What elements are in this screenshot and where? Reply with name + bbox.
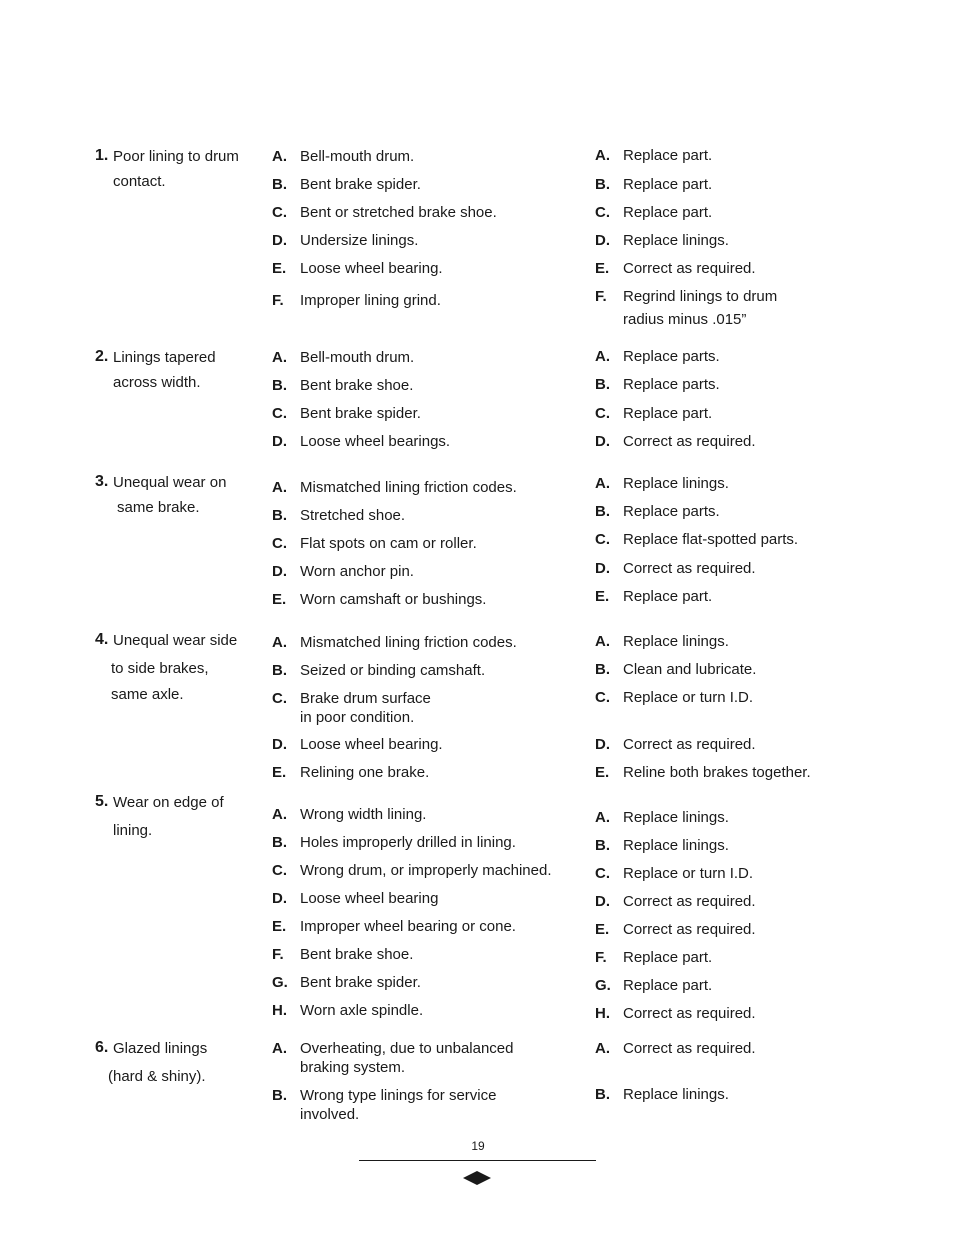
cause-text: Bent brake shoe. <box>300 377 414 394</box>
cause-letter: B. <box>272 834 287 851</box>
cause-letter: E. <box>272 764 287 781</box>
problem-label: contact. <box>113 173 166 190</box>
cause-text: Worn camshaft or bushings. <box>300 591 487 608</box>
cause-letter: F. <box>272 946 284 963</box>
cause-letter: B. <box>272 377 287 394</box>
cause-letter: C. <box>272 690 287 707</box>
cause-text: Bell-mouth drum. <box>300 148 415 165</box>
remedy-letter: A. <box>595 348 610 365</box>
cause-text: Worn anchor pin. <box>300 563 414 580</box>
problem-number: 5. <box>95 793 109 810</box>
remedy-letter: D. <box>595 893 610 910</box>
remedy-letter: E. <box>595 260 610 277</box>
cause-text: Wrong type linings for service <box>300 1087 497 1104</box>
cause-letter: B. <box>272 662 287 679</box>
remedy-text: Replace flat-spotted parts. <box>623 531 799 548</box>
cause-letter: A. <box>272 479 287 496</box>
cause-letter: E. <box>272 591 287 608</box>
problem-label: Glazed linings <box>113 1040 208 1057</box>
remedy-letter: D. <box>595 232 610 249</box>
cause-text: Stretched shoe. <box>300 507 406 524</box>
cause-text: Improper wheel bearing or cone. <box>300 918 516 935</box>
cause-text: Loose wheel bearings. <box>300 433 451 450</box>
remedy-letter: E. <box>595 588 610 605</box>
cause-text: Wrong width lining. <box>300 806 427 823</box>
problem-label: Linings tapered <box>113 349 216 366</box>
cause-text: Bent or stretched brake shoe. <box>300 204 497 221</box>
cause-text: Seized or binding camshaft. <box>300 662 486 679</box>
problem-label: lining. <box>113 822 153 839</box>
problem-number: 1. <box>95 147 109 164</box>
remedy-letter: D. <box>595 560 610 577</box>
footer-divider <box>359 1160 596 1161</box>
problem-number: 3. <box>95 473 109 490</box>
cause-letter: A. <box>272 148 287 165</box>
problem-number: 6. <box>95 1039 109 1056</box>
cause-text-continued: braking system. <box>300 1059 406 1076</box>
cause-text: Bent brake spider. <box>300 974 421 991</box>
problem-label: Unequal wear side <box>113 632 238 649</box>
remedy-text: Reline both brakes together. <box>623 764 811 781</box>
cause-letter: A. <box>272 806 287 823</box>
remedy-letter: H. <box>595 1005 610 1022</box>
remedy-text: Replace parts. <box>623 503 720 520</box>
remedy-letter: C. <box>595 689 610 706</box>
remedy-letter: F. <box>595 949 607 966</box>
problem-label: across width. <box>113 374 201 391</box>
cause-letter: B. <box>272 176 287 193</box>
problem-label: Wear on edge of <box>113 794 224 811</box>
remedy-letter: B. <box>595 1086 610 1103</box>
cause-letter: G. <box>272 974 288 991</box>
cause-text: Mismatched lining friction codes. <box>300 479 517 496</box>
remedy-text: Replace linings. <box>623 809 729 826</box>
cause-letter: D. <box>272 890 287 907</box>
cause-letter: D. <box>272 433 287 450</box>
remedy-text: Replace part. <box>623 204 713 221</box>
problem-label: same axle. <box>111 686 184 703</box>
cause-text-continued: in poor condition. <box>300 709 415 726</box>
remedy-letter: C. <box>595 405 610 422</box>
cause-text: Mismatched lining friction codes. <box>300 634 517 651</box>
remedy-letter: B. <box>595 503 610 520</box>
cause-text: Bent brake shoe. <box>300 946 414 963</box>
remedy-text: Replace part. <box>623 405 713 422</box>
cause-letter: C. <box>272 405 287 422</box>
cause-letter: A. <box>272 634 287 651</box>
cause-letter: E. <box>272 260 287 277</box>
remedy-letter: B. <box>595 837 610 854</box>
remedy-text: Replace parts. <box>623 376 720 393</box>
cause-letter: E. <box>272 918 287 935</box>
remedy-text: Replace or turn I.D. <box>623 689 754 706</box>
cause-letter: C. <box>272 535 287 552</box>
remedy-text: Clean and lubricate. <box>623 661 757 678</box>
cause-letter: B. <box>272 507 287 524</box>
problem-label: to side brakes, <box>111 660 209 677</box>
remedy-letter: A. <box>595 1040 610 1057</box>
remedy-letter: B. <box>595 176 610 193</box>
cause-text: Wrong drum, or improperly machined. <box>300 862 552 879</box>
cause-text: Undersize linings. <box>300 232 419 249</box>
remedy-text-continued: radius minus .015” <box>623 311 747 328</box>
remedy-text: Replace linings. <box>623 1086 729 1103</box>
remedy-text: Correct as required. <box>623 433 756 450</box>
remedy-text: Replace part. <box>623 588 713 605</box>
page-number: 19 <box>471 1139 485 1153</box>
remedy-text: Regrind linings to drum <box>623 288 778 305</box>
cause-letter: F. <box>272 292 284 309</box>
remedy-letter: D. <box>595 433 610 450</box>
remedy-letter: A. <box>595 809 610 826</box>
remedy-text: Correct as required. <box>623 1040 756 1057</box>
cause-text: Brake drum surface <box>300 690 431 707</box>
remedy-text: Correct as required. <box>623 260 756 277</box>
cause-text: Worn axle spindle. <box>300 1002 424 1019</box>
remedy-text: Replace linings. <box>623 232 729 249</box>
cause-letter: B. <box>272 1087 287 1104</box>
remedy-letter: C. <box>595 204 610 221</box>
cause-letter: A. <box>272 1040 287 1057</box>
remedy-text: Replace or turn I.D. <box>623 865 754 882</box>
problem-number: 2. <box>95 348 109 365</box>
cause-text: Bent brake spider. <box>300 176 421 193</box>
remedy-letter: G. <box>595 977 611 994</box>
remedy-text: Replace parts. <box>623 348 720 365</box>
remedy-text: Correct as required. <box>623 1005 756 1022</box>
problem-label: same brake. <box>117 499 200 516</box>
cause-letter: C. <box>272 862 287 879</box>
remedy-letter: E. <box>595 921 610 938</box>
cause-text: Improper lining grind. <box>300 292 441 309</box>
remedy-text: Correct as required. <box>623 736 756 753</box>
cause-letter: D. <box>272 736 287 753</box>
cause-letter: H. <box>272 1002 287 1019</box>
remedy-letter: F. <box>595 288 607 305</box>
diamond-icon <box>463 1171 491 1185</box>
cause-letter: D. <box>272 563 287 580</box>
remedy-text: Replace part. <box>623 147 713 164</box>
remedy-letter: E. <box>595 764 610 781</box>
cause-text: Bell-mouth drum. <box>300 349 415 366</box>
cause-letter: C. <box>272 204 287 221</box>
remedy-letter: A. <box>595 147 610 164</box>
remedy-letter: D. <box>595 736 610 753</box>
remedy-letter: C. <box>595 531 610 548</box>
remedy-text: Replace part. <box>623 176 713 193</box>
remedy-text: Replace part. <box>623 949 713 966</box>
cause-text-continued: involved. <box>300 1106 360 1123</box>
remedy-letter: A. <box>595 475 610 492</box>
cause-text: Flat spots on cam or roller. <box>300 535 477 552</box>
remedy-text: Correct as required. <box>623 560 756 577</box>
remedy-text: Correct as required. <box>623 921 756 938</box>
remedy-text: Replace linings. <box>623 475 729 492</box>
cause-text: Loose wheel bearing. <box>300 260 443 277</box>
cause-letter: D. <box>272 232 287 249</box>
problem-number: 4. <box>95 631 109 648</box>
cause-text: Relining one brake. <box>300 764 430 781</box>
cause-text: Bent brake spider. <box>300 405 421 422</box>
remedy-text: Replace linings. <box>623 837 729 854</box>
remedy-letter: B. <box>595 376 610 393</box>
cause-text: Overheating, due to unbalanced <box>300 1040 514 1057</box>
remedy-letter: A. <box>595 633 610 650</box>
cause-text: Loose wheel bearing. <box>300 736 443 753</box>
problem-label: Poor lining to drum <box>113 148 239 165</box>
cause-letter: A. <box>272 349 287 366</box>
problem-label: Unequal wear on <box>113 474 227 491</box>
remedy-letter: B. <box>595 661 610 678</box>
cause-text: Loose wheel bearing <box>300 890 439 907</box>
remedy-text: Replace part. <box>623 977 713 994</box>
remedy-text: Correct as required. <box>623 893 756 910</box>
cause-text: Holes improperly drilled in lining. <box>300 834 516 851</box>
problem-label: (hard & shiny). <box>108 1068 206 1085</box>
remedy-text: Replace linings. <box>623 633 729 650</box>
remedy-letter: C. <box>595 865 610 882</box>
